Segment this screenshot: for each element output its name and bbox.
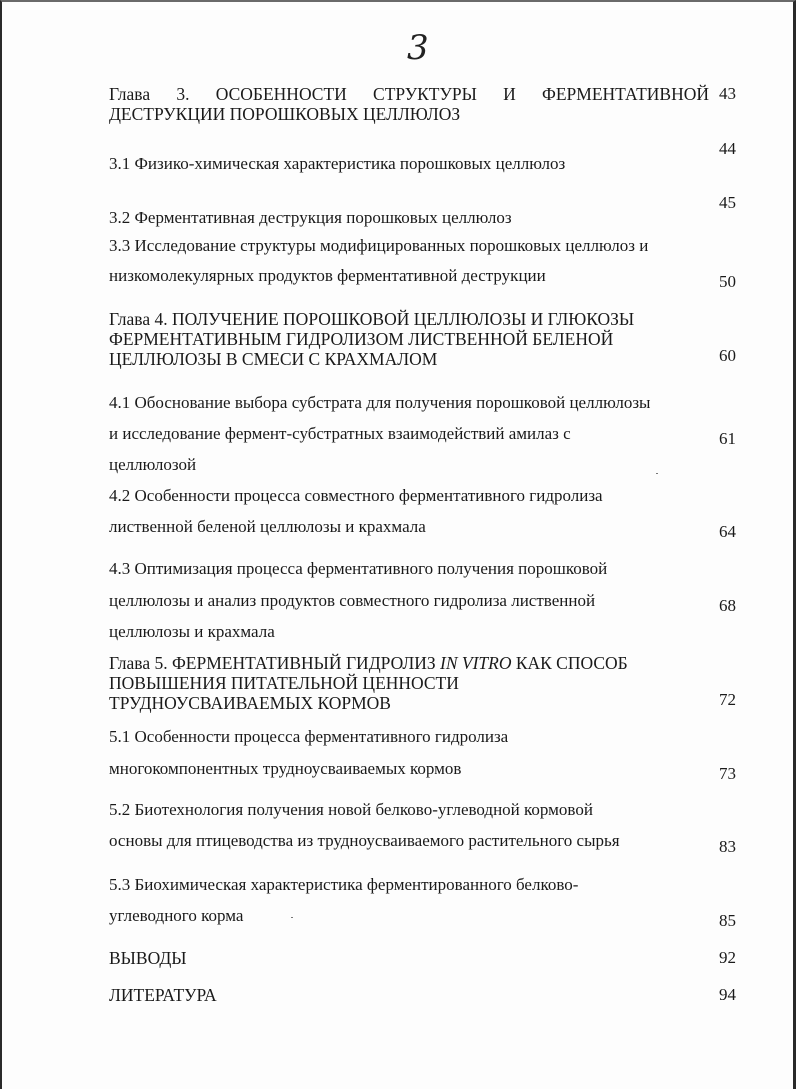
toc-s42-page: 64 (719, 522, 736, 541)
toc-s52-page: 83 (719, 837, 736, 856)
toc-ch3-page: 43 (719, 84, 736, 103)
toc-s43-title-line3: целлюлозы и крахмала (109, 622, 275, 641)
toc-s41-title-line2: и исследование фермент-субстратных взаимодействий амилаз с (109, 424, 571, 443)
toc-s43-title-line1: 4.3 Оптимизация процесса ферментативного получения порошковой (109, 559, 608, 578)
toc-ch5-title-line2: ПОВЫШЕНИЯ ПИТАТЕЛЬНОЙ ЦЕННОСТИ (109, 673, 459, 693)
toc-s52-title-line2: основы для птицеводства из трудноусваиваемого растительного сырья (109, 831, 620, 850)
scan-speck (291, 917, 293, 918)
toc-s53-page: 85 (719, 911, 736, 930)
toc-ch4-page: 60 (719, 346, 736, 365)
toc-s41-title-line1: 4.1 Обоснование выбора субстрата для получения порошковой целлюлозы (109, 393, 651, 412)
toc-ch5-title-part-a: Глава 5. ФЕРМЕНТАТИВНЫЙ ГИДРОЛИЗ (109, 653, 440, 673)
toc-ch3-title-line2: ДЕСТРУКЦИИ ПОРОШКОВЫХ ЦЕЛЛЮЛОЗ (109, 104, 461, 124)
handwritten-page-number: 3 (407, 28, 429, 68)
toc-ch4-title-line1: Глава 4. ПОЛУЧЕНИЕ ПОРОШКОВОЙ ЦЕЛЛЮЛОЗЫ И ГЛЮКОЗЫ (109, 309, 635, 329)
toc-s31-page: 44 (719, 139, 736, 158)
toc-s53-title-line2: углеводного корма (109, 906, 244, 925)
toc-s33-page: 50 (719, 272, 736, 291)
toc-conclusions-title: ВЫВОДЫ (109, 948, 187, 968)
toc-s31-title: 3.1 Физико-химическая характеристика порошковых целлюлоз (109, 154, 566, 173)
toc-ch5-title-line3: ТРУДНОУСВАИВАЕМЫХ КОРМОВ (109, 693, 391, 713)
toc-s32-title: 3.2 Ферментативная деструкция порошковых целлюлоз (109, 208, 512, 227)
toc-s51-title-line2: многокомпонентных трудноусваиваемых кормов (109, 759, 462, 778)
toc-s51-title-line1: 5.1 Особенности процесса ферментативного гидролиза (109, 727, 509, 746)
toc-conclusions-page: 92 (719, 948, 736, 967)
toc-ch4-title-line2: ФЕРМЕНТАТИВНЫМ ГИДРОЛИЗОМ ЛИСТВЕННОЙ БЕЛЕНОЙ (109, 329, 614, 349)
toc-s43-page: 68 (719, 596, 736, 615)
toc-s32-page: 45 (719, 193, 736, 212)
toc-s51-page: 73 (719, 764, 736, 783)
toc-s43-title-line2: целлюлозы и анализ продуктов совместного гидролиза лиственной (109, 591, 596, 610)
toc-s41-title-line3: целлюлозой (109, 455, 197, 474)
toc-s53-title-line1: 5.3 Биохимическая характеристика ферментированного белково- (109, 875, 579, 894)
toc-ch5-page: 72 (719, 690, 736, 709)
toc-literature-page: 94 (719, 985, 736, 1004)
toc-ch5-title-line1 (109, 653, 628, 673)
toc-ch3-title-line1: Глава 3. ОСОБЕННОСТИ СТРУКТУРЫ И ФЕРМЕНТАТИВНОЙ (109, 84, 709, 104)
toc-s33-title-line2: низкомолекулярных продуктов ферментативной деструкции (109, 266, 546, 285)
toc-ch5-title-italic: IN VITRO (440, 653, 512, 673)
toc-ch4-title-line3: ЦЕЛЛЮЛОЗЫ В СМЕСИ С КРАХМАЛОМ (109, 349, 438, 369)
toc-literature-title: ЛИТЕРАТУРА (109, 985, 217, 1005)
toc-s41-page: 61 (719, 429, 736, 448)
toc-s42-title-line2: лиственной беленой целлюлозы и крахмала (109, 517, 426, 536)
toc-s52-title-line1: 5.2 Биотехнология получения новой белково-углеводной кормовой (109, 800, 593, 819)
toc-s42-title-line1: 4.2 Особенности процесса совместного ферментативного гидролиза (109, 486, 603, 505)
toc-ch5-title-part-b: КАК СПОСОБ (511, 653, 628, 673)
toc-s33-title-line1: 3.3 Исследование структуры модифицированных порошковых целлюлоз и (109, 236, 649, 255)
scan-speck (656, 473, 658, 474)
